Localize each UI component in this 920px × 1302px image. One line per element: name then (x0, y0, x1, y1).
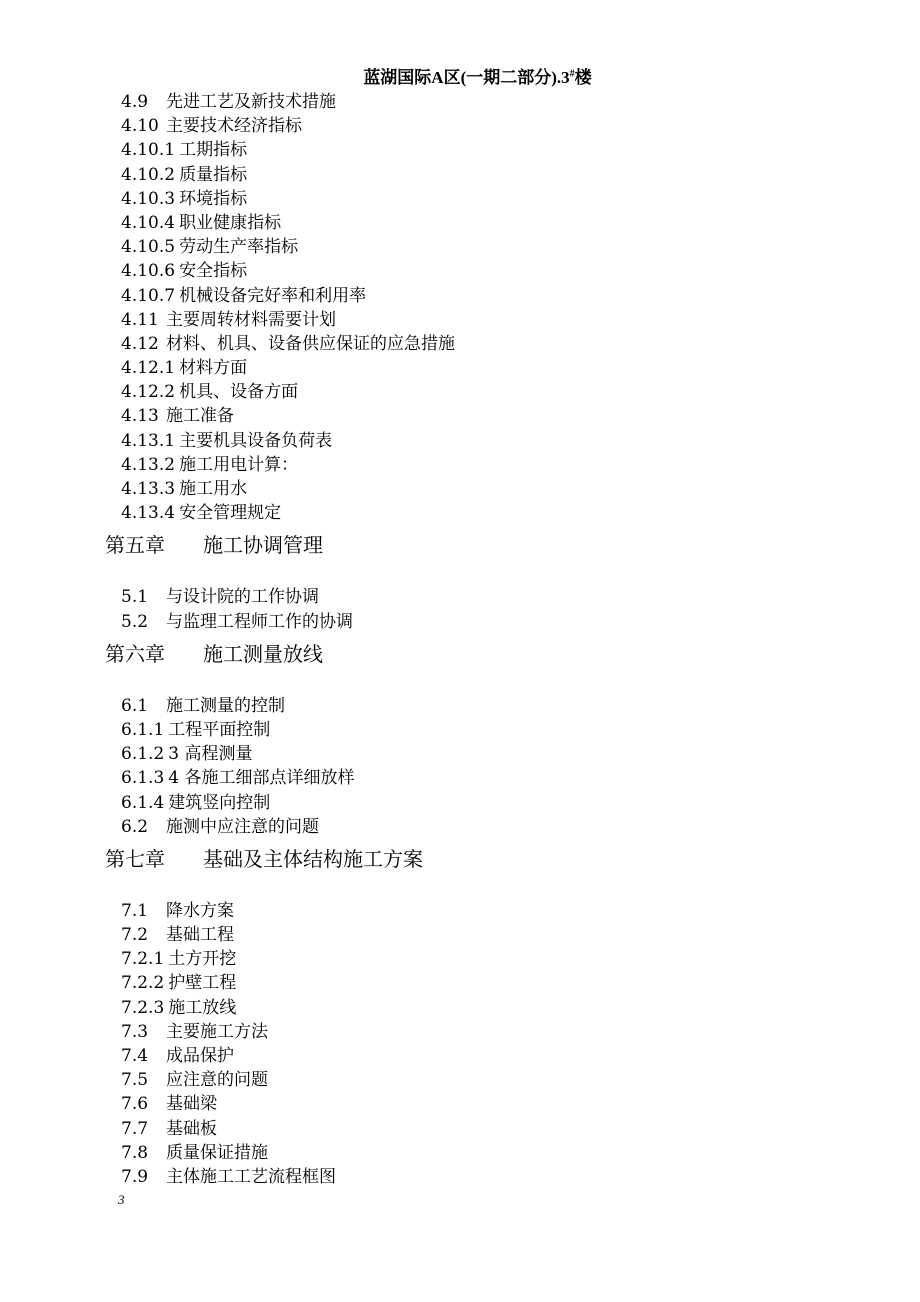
toc-entry-number: 4.10.7 (121, 285, 176, 306)
toc-entry[interactable] (121, 1044, 920, 1068)
toc-entry-number: 4.10.5 (121, 237, 176, 258)
toc-entry-number: 7.2.2 (121, 973, 165, 994)
toc-entry[interactable] (121, 996, 920, 1020)
toc-entry[interactable] (121, 477, 920, 501)
chapter-title: 施工测量放线 (203, 641, 323, 666)
toc-entry-number: 4.12.1 (121, 358, 176, 379)
chapter-title: 施工协调管理 (203, 533, 323, 558)
toc-entry[interactable] (121, 923, 920, 947)
toc-entry-title: 土方开挖 (168, 949, 237, 970)
toc-entry[interactable] (121, 163, 920, 187)
toc-entry-title: 施工测量的控制 (166, 695, 285, 716)
toc-entry-number: 4.9 (121, 92, 149, 112)
toc-group-chapter4 (0, 90, 920, 525)
toc-entry-title: 主体施工工艺流程框图 (166, 1166, 336, 1187)
toc-entry-number: 4.10.6 (121, 261, 176, 282)
toc-entry[interactable] (121, 1020, 920, 1044)
toc-group-chapter7 (0, 899, 920, 1189)
toc-entry-number: 4.13.4 (121, 503, 176, 524)
toc-entry-number: 4.10.2 (121, 164, 176, 185)
toc-entry-title: 成品保护 (166, 1046, 234, 1066)
toc-entry-title: 护壁工程 (168, 973, 237, 994)
toc-entry-number: 7.2.1 (121, 949, 165, 970)
toc-entry-number: 7.7 (121, 1118, 149, 1139)
toc-entry-title: 安全指标 (179, 261, 248, 282)
toc-entry[interactable] (121, 1141, 920, 1165)
toc-entry[interactable] (121, 308, 920, 332)
toc-entry[interactable] (121, 404, 920, 428)
toc-entry-number: 6.1.2 (121, 744, 165, 765)
toc-entry[interactable] (121, 1092, 920, 1116)
toc-entry-title: 质量保证措施 (166, 1142, 268, 1163)
toc-entry[interactable] (121, 1068, 920, 1092)
toc-entry-title: 基础工程 (166, 925, 234, 946)
toc-entry-number: 4.12.2 (121, 382, 176, 403)
toc-entry[interactable] (121, 718, 920, 742)
toc-entry-title: 主要技术经济指标 (166, 116, 302, 137)
toc-entry[interactable] (121, 947, 920, 971)
toc-entry-number: 6.2 (121, 816, 149, 837)
toc-entry-title: 安全管理规定 (179, 503, 282, 524)
toc-entry[interactable] (121, 1165, 920, 1189)
toc-entry-number: 5.1 (121, 587, 149, 608)
toc-entry-number: 7.2 (121, 925, 149, 946)
toc-entry-title: 基础梁 (166, 1094, 217, 1115)
toc-entry-number: 7.3 (121, 1021, 149, 1042)
toc-entry[interactable] (121, 380, 920, 404)
toc-entry-title: 施测中应注意的问题 (166, 816, 319, 837)
toc-entry[interactable] (121, 259, 920, 283)
toc-entry-number: 7.2.3 (121, 997, 165, 1018)
chapter-number: 第七章 (105, 846, 165, 871)
toc-entry-number: 7.9 (121, 1166, 149, 1187)
toc-entry-number: 6.1.1 (121, 719, 165, 740)
toc-entry[interactable] (121, 791, 920, 815)
toc-entry-title: 施工放线 (168, 997, 237, 1018)
chapter-heading-7[interactable] (105, 845, 920, 873)
toc-entry[interactable] (121, 694, 920, 718)
toc-entry-title: 机具、设备方面 (179, 382, 299, 403)
chapter-title: 基础及主体结构施工方案 (203, 846, 423, 871)
toc-entry[interactable] (121, 899, 920, 923)
toc-entry[interactable] (121, 284, 920, 308)
toc-entry[interactable] (121, 585, 920, 609)
toc-entry[interactable] (121, 211, 920, 235)
toc-entry-number: 7.1 (121, 900, 149, 921)
toc-entry[interactable] (121, 815, 920, 839)
toc-entry-number: 4.10.3 (121, 188, 176, 209)
toc-entry-title: 基础板 (166, 1118, 217, 1139)
toc-entry-title: 与监理工程师工作的协调 (166, 611, 353, 632)
toc-group-chapter5 (0, 585, 920, 633)
toc-entry[interactable] (121, 235, 920, 259)
toc-entry-number: 6.1.4 (121, 792, 165, 813)
toc-entry-number: 4.10.4 (121, 212, 176, 233)
toc-entry-title: 施工用电计算： (179, 454, 299, 475)
toc-entry-title: 劳动生产率指标 (179, 237, 299, 258)
toc-entry-title: 施工用水 (179, 479, 248, 499)
toc-entry[interactable] (121, 138, 920, 162)
chapter-number: 第五章 (105, 533, 165, 558)
toc-entry-title: 降水方案 (166, 900, 234, 921)
toc-entry-title: 环境指标 (179, 188, 248, 209)
toc-entry[interactable] (121, 332, 920, 356)
toc-entry-title: 材料、机具、设备供应保证的应急措施 (166, 333, 455, 354)
toc-entry[interactable] (121, 356, 920, 380)
toc-entry-number: 4.12 (121, 333, 159, 354)
toc-entry-title: 建筑竖向控制 (168, 792, 271, 813)
header-sup: # (569, 68, 575, 80)
toc-entry-title: 主要周转材料需要计划 (166, 309, 336, 330)
toc-entry-number: 4.10 (121, 116, 159, 137)
toc-entry-number: 6.1.3 (121, 768, 165, 789)
toc-entry-title: 主要施工方法 (166, 1021, 268, 1042)
toc-entry-title: 3 高程测量 (168, 744, 253, 765)
table-of-contents (0, 90, 920, 1189)
page-header (0, 66, 920, 90)
toc-entry-title: 质量指标 (179, 164, 248, 185)
toc-entry-number: 4.11 (121, 309, 159, 330)
toc-entry-title: 施工准备 (166, 406, 234, 427)
toc-entry-title: 先进工艺及新技术措施 (166, 92, 336, 112)
toc-entry[interactable] (121, 971, 920, 995)
toc-entry[interactable] (121, 114, 920, 138)
toc-entry[interactable] (121, 501, 920, 525)
toc-entry-number: 4.13.1 (121, 430, 176, 451)
toc-entry-number: 6.1 (121, 695, 149, 716)
toc-entry[interactable] (121, 742, 920, 766)
toc-entry-title: 主要机具设备负荷表 (179, 430, 333, 451)
toc-group-chapter6 (0, 694, 920, 839)
chapter-number: 第六章 (105, 641, 165, 666)
toc-entry-title: 应注意的问题 (166, 1070, 268, 1091)
toc-entry[interactable] (121, 766, 920, 790)
toc-entry-title: 材料方面 (179, 358, 248, 379)
toc-entry-title: 职业健康指标 (179, 212, 282, 233)
header-title: 蓝湖国际A区(一期二部分).3 (363, 68, 570, 87)
toc-entry-number: 7.5 (121, 1070, 149, 1091)
toc-entry-number: 7.8 (121, 1142, 149, 1163)
toc-entry-number: 4.13.3 (121, 479, 176, 499)
toc-entry-title: 机械设备完好率和利用率 (179, 285, 367, 306)
toc-entry-title: 工期指标 (179, 140, 248, 161)
toc-entry-number: 7.4 (121, 1046, 149, 1066)
toc-entry[interactable] (121, 90, 920, 114)
toc-entry[interactable] (121, 429, 920, 453)
toc-entry-number: 5.2 (121, 611, 149, 632)
toc-entry[interactable] (121, 610, 920, 634)
toc-entry-title: 工程平面控制 (168, 719, 271, 740)
toc-entry-title: 4 各施工细部点详细放样 (168, 768, 355, 789)
toc-entry-number: 7.6 (121, 1094, 149, 1115)
toc-entry[interactable] (121, 187, 920, 211)
chapter-heading-5[interactable] (105, 531, 920, 559)
chapter-heading-6[interactable] (105, 640, 920, 668)
toc-entry[interactable] (121, 453, 920, 477)
page-number: 3 (118, 1192, 125, 1207)
toc-entry-title: 与设计院的工作协调 (166, 587, 319, 608)
toc-entry[interactable] (121, 1117, 920, 1141)
toc-entry-number: 4.13.2 (121, 454, 176, 475)
header-suffix: 楼 (574, 68, 592, 87)
toc-entry-number: 4.13 (121, 406, 159, 427)
toc-entry-number: 4.10.1 (121, 140, 176, 161)
